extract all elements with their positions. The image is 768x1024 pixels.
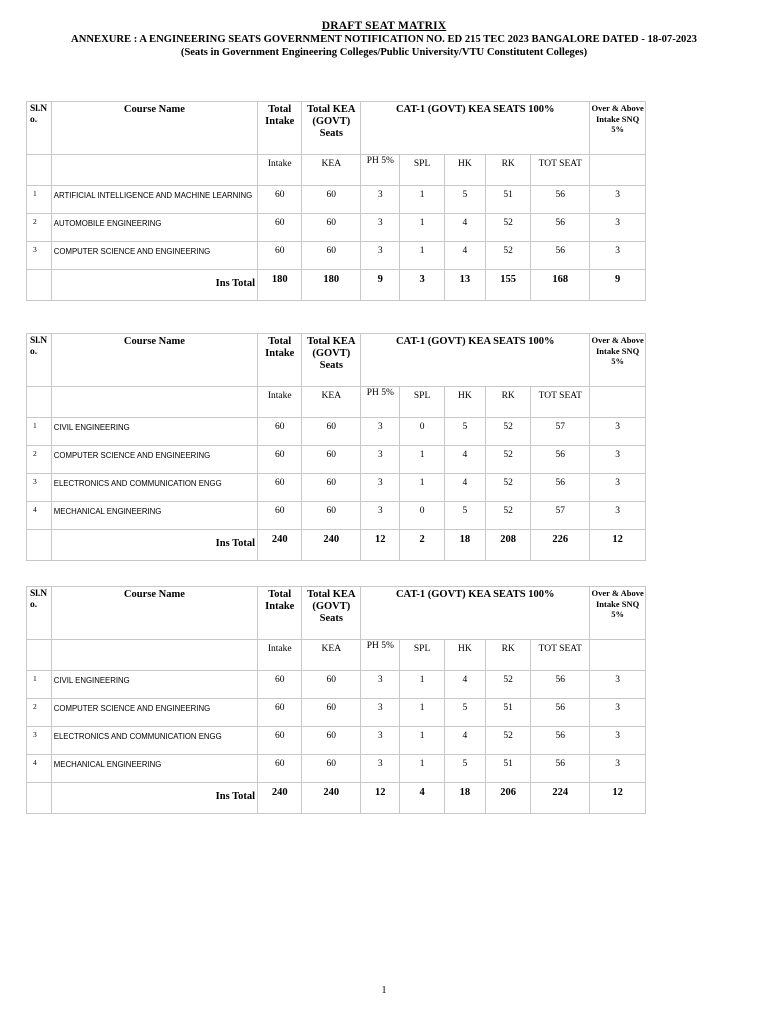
row-course-name: COMPUTER SCIENCE AND ENGINEERING [51,242,257,270]
total-kea: 240 [302,530,361,561]
row-kea: 60 [302,186,361,214]
subheader-rk: RK [485,640,530,671]
row-spl: 0 [400,502,444,530]
row-hk: 5 [444,502,485,530]
table-row [27,474,646,502]
row-course-name: MECHANICAL ENGINEERING [51,502,257,530]
row-tot-seat: 57 [531,418,590,446]
row-sl-no: 1 [27,671,52,699]
row-snq: 3 [590,446,646,474]
row-intake: 60 [258,671,302,699]
subheader-spl: SPL [400,155,444,186]
total-rk: 155 [485,270,530,301]
row-sl-no: 1 [27,418,52,446]
total-hk: 18 [444,783,485,814]
row-ph: 3 [361,418,400,446]
subheader-hk: HK [444,155,485,186]
row-hk: 4 [444,474,485,502]
row-spl: 1 [400,755,444,783]
header-snq: Over & Above Intake SNQ 5% [590,102,646,155]
table-row [27,214,646,242]
total-tot-seat: 224 [531,783,590,814]
row-ph: 3 [361,214,400,242]
row-intake: 60 [258,699,302,727]
row-tot-seat: 56 [531,186,590,214]
row-sl-no: 3 [27,474,52,502]
table-body [27,334,646,561]
seat-matrix-table-2 [26,333,646,561]
total-rk: 208 [485,530,530,561]
row-course-name: CIVIL ENGINEERING [51,671,257,699]
table-body [27,102,646,301]
total-intake: 240 [258,783,302,814]
row-hk: 4 [444,446,485,474]
row-tot-seat: 56 [531,671,590,699]
row-sl-no: 4 [27,755,52,783]
row-rk: 52 [485,474,530,502]
row-hk: 4 [444,214,485,242]
table-row [27,186,646,214]
row-hk: 5 [444,418,485,446]
subheader-ph: PH 5% [361,387,400,418]
header-course-name: Course Name [51,102,257,155]
ins-total-label: Ins Total [51,270,257,301]
row-rk: 51 [485,755,530,783]
total-snq: 12 [590,783,646,814]
row-snq: 3 [590,242,646,270]
row-intake: 60 [258,474,302,502]
row-course-name: COMPUTER SCIENCE AND ENGINEERING [51,446,257,474]
row-rk: 52 [485,214,530,242]
table-row [27,446,646,474]
row-snq: 3 [590,671,646,699]
row-snq: 3 [590,755,646,783]
row-tot-seat: 56 [531,474,590,502]
total-row [27,270,646,301]
row-spl: 1 [400,727,444,755]
row-intake: 60 [258,418,302,446]
row-ph: 3 [361,242,400,270]
subheader-intake: Intake [258,155,302,186]
row-spl: 1 [400,186,444,214]
total-ph: 9 [361,270,400,301]
row-ph: 3 [361,727,400,755]
row-hk: 5 [444,699,485,727]
total-intake: 240 [258,530,302,561]
table-row [27,418,646,446]
header-total-kea: Total KEA (GOVT) Seats [302,334,361,387]
total-spl: 4 [400,783,444,814]
total-rk: 206 [485,783,530,814]
subheader-spl: SPL [400,387,444,418]
total-snq: 9 [590,270,646,301]
subheader-tot-seat: TOT SEAT [531,155,590,186]
row-rk: 52 [485,242,530,270]
subheader-hk: HK [444,387,485,418]
row-snq: 3 [590,186,646,214]
header-cat1-seats: CAT-1 (GOVT) KEA SEATS 100% [361,334,590,387]
subheader-hk: HK [444,640,485,671]
row-course-name: AUTOMOBILE ENGINEERING [51,214,257,242]
header-sl-no: Sl.N o. [27,587,52,640]
row-sl-no: 4 [27,502,52,530]
row-kea: 60 [302,699,361,727]
total-row [27,530,646,561]
row-snq: 3 [590,474,646,502]
ins-total-label: Ins Total [51,530,257,561]
row-kea: 60 [302,671,361,699]
row-tot-seat: 56 [531,446,590,474]
total-tot-seat: 168 [531,270,590,301]
row-snq: 3 [590,214,646,242]
row-rk: 52 [485,671,530,699]
row-snq: 3 [590,727,646,755]
row-spl: 1 [400,446,444,474]
header-total-intake: Total Intake [258,587,302,640]
total-kea: 180 [302,270,361,301]
row-kea: 60 [302,242,361,270]
row-tot-seat: 56 [531,699,590,727]
header-sl-no: Sl.N o. [27,102,52,155]
subheader-ph: PH 5% [361,640,400,671]
row-tot-seat: 56 [531,214,590,242]
row-rk: 51 [485,699,530,727]
row-intake: 60 [258,242,302,270]
ins-total-label: Ins Total [51,783,257,814]
row-snq: 3 [590,418,646,446]
row-course-name: ELECTRONICS AND COMMUNICATION ENGG [51,727,257,755]
row-kea: 60 [302,418,361,446]
total-tot-seat: 226 [531,530,590,561]
row-rk: 51 [485,186,530,214]
row-tot-seat: 56 [531,727,590,755]
total-spl: 3 [400,270,444,301]
row-kea: 60 [302,755,361,783]
seat-matrix-table-1 [26,101,646,301]
document-title: DRAFT SEAT MATRIX [321,20,447,32]
seat-matrix-table-3 [26,586,646,814]
total-hk: 13 [444,270,485,301]
table-row [27,699,646,727]
row-course-name: CIVIL ENGINEERING [51,418,257,446]
row-tot-seat: 56 [531,755,590,783]
page-number: 1 [381,985,387,996]
subheader-ph: PH 5% [361,155,400,186]
subheader-kea: KEA [302,155,361,186]
subheader-intake: Intake [258,387,302,418]
row-rk: 52 [485,446,530,474]
row-rk: 52 [485,418,530,446]
row-course-name: ARTIFICIAL INTELLIGENCE AND MACHINE LEARNING [51,186,257,214]
row-kea: 60 [302,502,361,530]
table-row [27,671,646,699]
document-subtitle: (Seats in Government Engineering Colleges/Public University/VTU Constitutent Colleges) [180,47,588,58]
row-ph: 3 [361,474,400,502]
subheader-kea: KEA [302,387,361,418]
row-hk: 4 [444,727,485,755]
subheader-tot-seat: TOT SEAT [531,640,590,671]
row-kea: 60 [302,474,361,502]
subheader-intake: Intake [258,640,302,671]
row-ph: 3 [361,186,400,214]
total-spl: 2 [400,530,444,561]
total-ph: 12 [361,783,400,814]
row-tot-seat: 57 [531,502,590,530]
row-sl-no: 3 [27,727,52,755]
row-hk: 4 [444,671,485,699]
table-row [27,242,646,270]
total-hk: 18 [444,530,485,561]
header-course-name: Course Name [51,587,257,640]
row-course-name: MECHANICAL ENGINEERING [51,755,257,783]
total-kea: 240 [302,783,361,814]
row-spl: 1 [400,671,444,699]
subheader-rk: RK [485,155,530,186]
total-snq: 12 [590,530,646,561]
annexure-heading: ANNEXURE : A ENGINEERING SEATS GOVERNMENT NOTIFICATION NO. ED 215 TEC 2023 BANGALORE DATED - 18-07-2023 [71,34,697,45]
row-snq: 3 [590,502,646,530]
row-course-name: COMPUTER SCIENCE AND ENGINEERING [51,699,257,727]
row-rk: 52 [485,727,530,755]
header-total-intake: Total Intake [258,334,302,387]
row-rk: 52 [485,502,530,530]
row-sl-no: 2 [27,446,52,474]
row-intake: 60 [258,727,302,755]
row-intake: 60 [258,186,302,214]
row-spl: 1 [400,699,444,727]
row-ph: 3 [361,446,400,474]
row-hk: 5 [444,186,485,214]
row-kea: 60 [302,214,361,242]
row-ph: 3 [361,755,400,783]
table-row [27,727,646,755]
header-total-kea: Total KEA (GOVT) Seats [302,102,361,155]
total-ph: 12 [361,530,400,561]
row-sl-no: 2 [27,699,52,727]
header-total-kea: Total KEA (GOVT) Seats [302,587,361,640]
header-cat1-seats: CAT-1 (GOVT) KEA SEATS 100% [361,587,590,640]
row-ph: 3 [361,502,400,530]
row-intake: 60 [258,214,302,242]
row-sl-no: 1 [27,186,52,214]
row-intake: 60 [258,755,302,783]
row-spl: 1 [400,474,444,502]
row-kea: 60 [302,727,361,755]
total-row [27,783,646,814]
table-row [27,502,646,530]
header-sl-no: Sl.N o. [27,334,52,387]
subheader-rk: RK [485,387,530,418]
header-snq: Over & Above Intake SNQ 5% [590,587,646,640]
row-sl-no: 2 [27,214,52,242]
subheader-kea: KEA [302,640,361,671]
header-total-intake: Total Intake [258,102,302,155]
table-row [27,755,646,783]
total-intake: 180 [258,270,302,301]
row-hk: 4 [444,242,485,270]
row-tot-seat: 56 [531,242,590,270]
row-ph: 3 [361,699,400,727]
row-kea: 60 [302,446,361,474]
table-body [27,587,646,814]
row-spl: 0 [400,418,444,446]
row-spl: 1 [400,214,444,242]
row-ph: 3 [361,671,400,699]
header-snq: Over & Above Intake SNQ 5% [590,334,646,387]
header-cat1-seats: CAT-1 (GOVT) KEA SEATS 100% [361,102,590,155]
row-course-name: ELECTRONICS AND COMMUNICATION ENGG [51,474,257,502]
row-snq: 3 [590,699,646,727]
row-sl-no: 3 [27,242,52,270]
header-course-name: Course Name [51,334,257,387]
row-intake: 60 [258,446,302,474]
row-intake: 60 [258,502,302,530]
row-hk: 5 [444,755,485,783]
subheader-spl: SPL [400,640,444,671]
subheader-tot-seat: TOT SEAT [531,387,590,418]
row-spl: 1 [400,242,444,270]
